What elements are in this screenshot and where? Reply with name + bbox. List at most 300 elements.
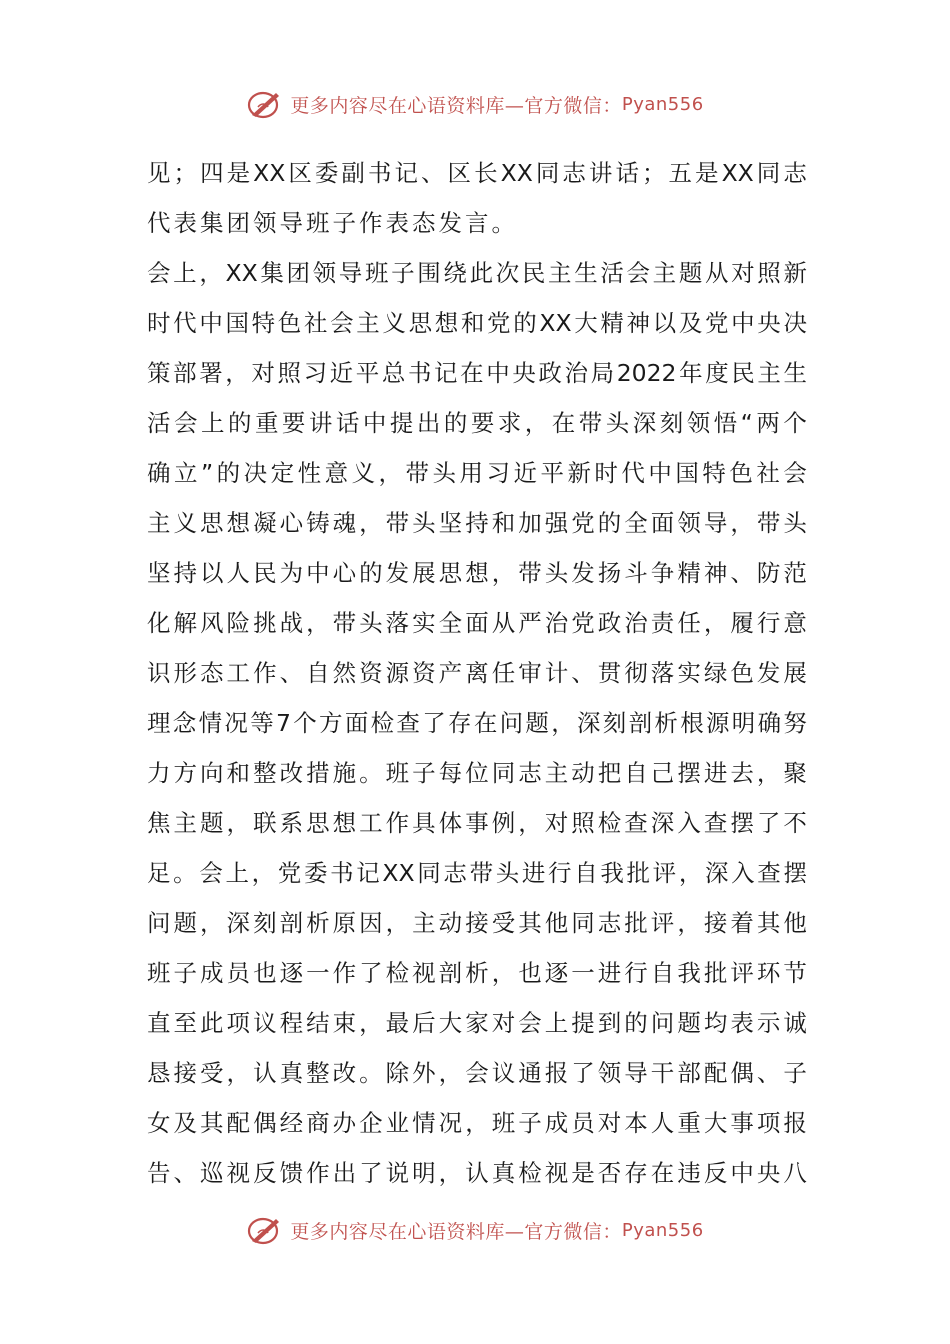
text-glyph: 作 [253,659,277,687]
text-glyph: 子 [173,959,198,987]
text-glyph: 展 [783,659,807,687]
text-glyph: 批 [624,909,648,937]
text-glyph: 配 [703,1059,728,1087]
text-glyph: 政 [597,609,622,637]
text-glyph: 领 [686,409,711,437]
text-glyph: 从 [704,259,729,287]
text-glyph: 环 [756,959,781,987]
text-glyph: 发 [756,659,781,687]
text-glyph: 会 [626,259,651,287]
text-glyph: 深 [632,409,657,437]
text-glyph: XX [539,309,572,337]
text-glyph: 了 [359,1159,383,1187]
text-glyph: ， [730,509,754,537]
text-glyph: 色 [277,309,302,337]
text-glyph: 治 [564,359,588,387]
text-glyph: 作 [332,959,357,987]
text-glyph: 到 [597,1009,622,1037]
text-glyph: 绕 [443,259,467,287]
text-glyph: 通 [518,1059,542,1087]
text-glyph: 也 [518,959,542,987]
text-glyph: 党 [571,509,595,537]
text-glyph: 同 [756,159,781,187]
text-glyph: ， [678,859,703,887]
text-glyph: 斗 [624,559,648,587]
text-glyph: 神 [703,559,728,587]
text-glyph: 态 [200,659,224,687]
text-glyph: 为 [279,559,304,587]
text-glyph: 视 [412,959,436,987]
text-glyph: 计 [544,659,569,687]
text-glyph: 配 [226,1109,251,1137]
text-glyph: 改 [332,1059,357,1087]
text-glyph: 带 [332,609,357,637]
text-glyph: ， [226,809,251,837]
text-glyph: 定 [270,459,295,487]
text-glyph: 企 [359,1109,383,1137]
text-glyph: 意 [783,609,807,637]
text-glyph: 险 [226,609,251,637]
text-glyph: 动 [438,909,463,937]
text-glyph: 书 [407,359,432,387]
text-glyph: 员 [226,959,251,987]
text-glyph: 围 [417,259,441,287]
text-line [147,1148,807,1198]
text-glyph: 议 [253,1009,277,1037]
text-glyph: 逐 [544,959,569,987]
text-glyph: 集 [260,259,284,287]
text-glyph: 了 [422,709,446,737]
text-glyph: 会 [199,859,223,887]
text-glyph: 照 [571,809,595,837]
text-line [147,348,807,398]
text-glyph: 此 [469,259,494,287]
text-glyph: 自 [624,759,648,787]
text-glyph: 导 [703,509,728,537]
text-glyph: 源 [385,659,410,687]
text-glyph: 想 [465,559,489,587]
text-glyph: 主 [356,309,380,337]
text-glyph: 资 [412,659,436,687]
text-glyph: 主 [173,809,198,837]
text-glyph: 照 [277,359,301,387]
text-glyph: 精 [677,559,701,587]
text-glyph: 话 [335,409,360,437]
text-glyph: 记 [356,859,380,887]
text-line [147,248,807,298]
text-glyph: 从 [491,609,516,637]
text-glyph: ， [225,359,249,387]
text-glyph: 查 [396,709,420,737]
text-glyph: 治 [544,609,569,637]
text-line [147,948,807,998]
text-glyph: 况 [224,709,248,737]
text-glyph: XX [721,159,754,187]
text-glyph: 外 [412,1059,436,1087]
text-glyph: 履 [730,609,754,637]
text-glyph: 求 [497,409,522,437]
text-glyph: 最 [385,1009,410,1037]
text-glyph: 及 [678,309,703,337]
text-glyph: 绿 [703,659,728,687]
text-glyph: 经 [279,1109,304,1137]
text-glyph: 恳 [147,1059,171,1087]
text-glyph: 馈 [279,1159,304,1187]
text-glyph: 、 [756,1059,781,1087]
text-glyph: 明 [412,1159,436,1187]
text-glyph: 工 [359,809,383,837]
text-glyph: 是 [695,159,719,187]
text-glyph: 想 [226,509,251,537]
text-glyph: 此 [200,1009,224,1037]
text-glyph: 长 [474,159,498,187]
text-glyph: 头 [412,509,436,537]
text-glyph: 析 [306,909,330,937]
text-glyph: 资 [359,659,383,687]
text-line [147,498,807,548]
text-glyph: 偶 [253,1109,277,1137]
text-glyph: 刻 [659,409,684,437]
text-glyph: 头 [495,859,520,887]
text-glyph: 违 [677,1159,701,1187]
text-glyph: 防 [756,559,781,587]
text-glyph: 和 [491,509,516,537]
text-glyph: 近 [329,359,354,387]
text-glyph: 悟 [713,409,738,437]
text-glyph: 特 [702,459,726,487]
text-line [147,598,807,648]
text-glyph: 的 [359,559,383,587]
text-glyph: 区 [288,159,312,187]
text-glyph: 政 [538,359,562,387]
text-glyph: 体 [438,809,463,837]
text-glyph: 特 [251,309,276,337]
text-glyph: 国 [675,459,699,487]
text-glyph: 施 [332,759,357,787]
text-glyph: 时 [594,459,618,487]
text-glyph: 入 [731,859,755,887]
text-glyph: 会 [465,1059,489,1087]
text-glyph: 况 [438,1109,463,1137]
text-glyph: 个 [293,709,317,737]
text-glyph: 讲 [588,159,613,187]
text-glyph: 视 [544,1159,569,1187]
text-glyph: 新 [783,259,807,287]
text-glyph: 深 [226,909,251,937]
text-glyph: 题 [677,1009,701,1037]
text-glyph: 工 [226,659,251,687]
text-glyph: 、 [173,1159,198,1187]
text-glyph: 理 [147,709,171,737]
text-glyph: 己 [650,759,675,787]
text-glyph: 带 [578,409,603,437]
text-glyph: 带 [518,559,542,587]
text-glyph: 干 [650,1059,675,1087]
text-glyph: 情 [198,709,223,737]
text-glyph: 认 [465,1159,489,1187]
text-glyph: 次 [495,259,520,287]
text-glyph: 报 [544,1059,569,1087]
text-glyph: 对 [251,359,275,387]
text-glyph: 逐 [279,959,304,987]
text-glyph: 结 [306,1009,330,1037]
text-glyph: 中 [486,359,510,387]
text-glyph: 带 [405,459,430,487]
text-glyph: “ [740,409,753,437]
text-glyph: 会 [783,459,807,487]
text-glyph: 心 [279,509,304,537]
text-glyph: 决 [783,309,807,337]
text-glyph: 去 [730,759,754,787]
text-glyph: 带 [385,509,410,537]
text-glyph: 足 [147,859,171,887]
text-glyph: 接 [465,909,489,937]
text-glyph: 示 [756,1009,781,1037]
text-glyph: 报 [783,1109,807,1137]
text-glyph: ” [200,459,214,487]
text-glyph: 念 [172,709,197,737]
text-glyph: ， [677,909,701,937]
text-glyph: 自 [306,659,330,687]
text-glyph: 和 [460,309,485,337]
text-glyph: XX [500,159,533,187]
text-glyph: 想 [332,809,357,837]
text-glyph: 节 [783,959,807,987]
text-glyph: 产 [438,659,463,687]
text-line [147,648,807,698]
text-glyph: 检 [370,709,395,737]
text-glyph: 动 [571,759,595,787]
text-glyph: 批 [703,959,728,987]
text-glyph: ， [518,809,542,837]
text-glyph: 受 [491,909,516,937]
text-glyph: 在 [460,359,484,387]
text-glyph: 领 [597,1059,622,1087]
text-glyph: 中 [648,459,672,487]
text-glyph: 民 [253,559,277,587]
text-line: 代表集团领导班子作表态发言。 [147,209,518,237]
text-glyph: 落 [385,609,410,637]
text-glyph: 提 [571,1009,595,1037]
text-glyph: 明 [731,709,756,737]
text-glyph: 导 [624,1059,648,1087]
text-glyph: 主 [652,259,677,287]
text-glyph: 问 [147,909,171,937]
text-glyph: 系 [279,809,304,837]
text-line [147,148,807,198]
text-glyph: 提 [389,409,414,437]
text-glyph: 全 [624,509,648,537]
text-glyph: 任 [677,609,701,637]
text-line [147,548,807,598]
text-glyph: 事 [465,809,489,837]
text-glyph: 和 [226,759,251,787]
text-glyph: 进 [521,859,546,887]
text-glyph: 检 [518,1159,542,1187]
text-glyph: 成 [544,1109,569,1137]
text-glyph: 家 [465,1009,489,1037]
text-glyph: 他 [544,909,569,937]
text-glyph: 焦 [147,809,171,837]
text-line [147,1048,807,1098]
text-glyph: 班 [385,759,410,787]
text-glyph: 把 [597,759,622,787]
text-glyph: 中 [731,309,755,337]
text-glyph: 接 [703,909,728,937]
text-glyph: 上 [173,259,197,287]
text-glyph: 加 [518,509,542,537]
text-glyph: 其 [756,909,781,937]
text-glyph: 用 [459,459,483,487]
text-glyph: 源 [705,709,730,737]
text-glyph: 反 [703,1159,728,1187]
text-glyph: 位 [465,759,489,787]
text-glyph: 确 [147,459,171,487]
text-glyph: 代 [173,309,197,337]
text-glyph: 大 [574,309,598,337]
text-glyph: 八 [783,1159,807,1187]
text-glyph: 。 [359,1059,383,1087]
text-glyph: 区 [447,159,472,187]
text-glyph: 对 [491,1009,516,1037]
text-glyph: 记 [394,159,418,187]
text-glyph: 坚 [438,509,463,537]
text-glyph: ， [200,909,224,937]
document-body [147,148,807,1198]
text-glyph: 大 [438,1009,463,1037]
text-glyph: 方 [319,709,343,737]
text-glyph: 同 [571,909,595,937]
text-glyph: 子 [518,1109,542,1137]
text-glyph: 深 [650,809,675,837]
text-glyph: 程 [279,1009,304,1037]
text-glyph: 了 [359,959,383,987]
text-glyph: 一 [571,959,595,987]
text-line [147,798,807,848]
text-glyph: 以 [652,309,677,337]
text-glyph: ， [199,259,223,287]
text-glyph: 范 [783,559,807,587]
text-glyph: 同 [491,759,516,787]
text-glyph: 本 [624,1109,648,1137]
text-glyph: 彻 [624,659,648,687]
text-glyph: 项 [756,1109,781,1137]
text-glyph: 义 [173,509,198,537]
text-glyph: 一 [306,959,330,987]
text-glyph: 义 [382,309,406,337]
text-glyph: 见 [147,159,171,187]
text-glyph: ， [438,1159,463,1187]
text-glyph: XX [225,259,258,287]
text-glyph: 的 [597,509,622,537]
text-glyph: 中 [362,409,387,437]
text-glyph: 联 [253,809,277,837]
text-glyph: 深 [577,709,601,737]
text-line [147,998,807,1048]
text-glyph: 书 [367,159,392,187]
text-glyph: 央 [512,359,536,387]
text-glyph: 主 [412,909,436,937]
text-glyph: 束 [332,1009,357,1037]
text-glyph: 决 [243,459,268,487]
text-glyph: ， [226,1059,251,1087]
text-line [147,848,807,898]
text-glyph: 、 [730,559,754,587]
text-glyph: 班 [491,1109,516,1137]
text-glyph: 巡 [200,1159,224,1187]
text-glyph: 业 [385,1109,410,1137]
text-glyph: 国 [225,309,249,337]
text-glyph: 委 [314,159,339,187]
text-glyph: 持 [173,559,198,587]
text-glyph: 班 [147,959,171,987]
text-glyph: 作 [385,809,410,837]
text-glyph: 面 [344,709,369,737]
text-glyph: 重 [677,1109,701,1137]
text-glyph: 离 [465,659,489,687]
text-glyph: 风 [200,609,224,637]
text-glyph: 存 [624,1159,648,1187]
text-glyph: 志 [562,159,586,187]
text-glyph: ； [173,159,198,187]
text-glyph: 战 [279,609,304,637]
text-glyph: 我 [600,859,624,887]
text-glyph: 社 [756,459,780,487]
text-glyph: 头 [783,509,807,537]
text-glyph: 深 [704,859,729,887]
text-glyph: 自 [574,859,598,887]
text-glyph: 剖 [279,909,304,937]
text-glyph: 讲 [308,409,333,437]
text-glyph: 照 [757,259,781,287]
text-glyph: 全 [438,609,463,637]
text-glyph: 改 [279,759,304,787]
text-glyph: 整 [306,1059,330,1087]
text-glyph: 总 [381,359,406,387]
text-glyph: 题 [525,709,549,737]
text-line [147,898,807,948]
text-glyph: 努 [783,709,807,737]
text-glyph: 他 [783,909,807,937]
text-glyph: 发 [571,559,595,587]
text-glyph: 展 [412,559,436,587]
text-glyph: 刻 [253,909,277,937]
text-glyph: 党 [277,859,302,887]
text-glyph: 治 [624,609,648,637]
text-glyph: 心 [332,559,357,587]
text-glyph: 表 [730,1009,754,1037]
text-glyph: 近 [513,459,537,487]
text-glyph: 情 [412,1109,436,1137]
text-glyph: 思 [438,559,463,587]
text-glyph: 对 [597,1109,622,1137]
text-glyph: 魂 [332,509,357,537]
text-glyph: 铸 [306,509,330,537]
text-glyph: 否 [597,1159,622,1187]
text-glyph: 书 [330,859,354,887]
text-glyph: 思 [408,309,433,337]
text-glyph: 项 [226,1009,251,1037]
text-glyph: 力 [147,759,171,787]
text-glyph: 在 [473,709,498,737]
text-glyph: XX [382,859,415,887]
text-glyph: 党 [571,609,595,637]
text-glyph: 年 [679,359,703,387]
text-glyph: ， [385,909,410,937]
text-glyph: 根 [680,709,704,737]
text-glyph: 头 [605,409,630,437]
text-glyph: 民 [731,359,755,387]
